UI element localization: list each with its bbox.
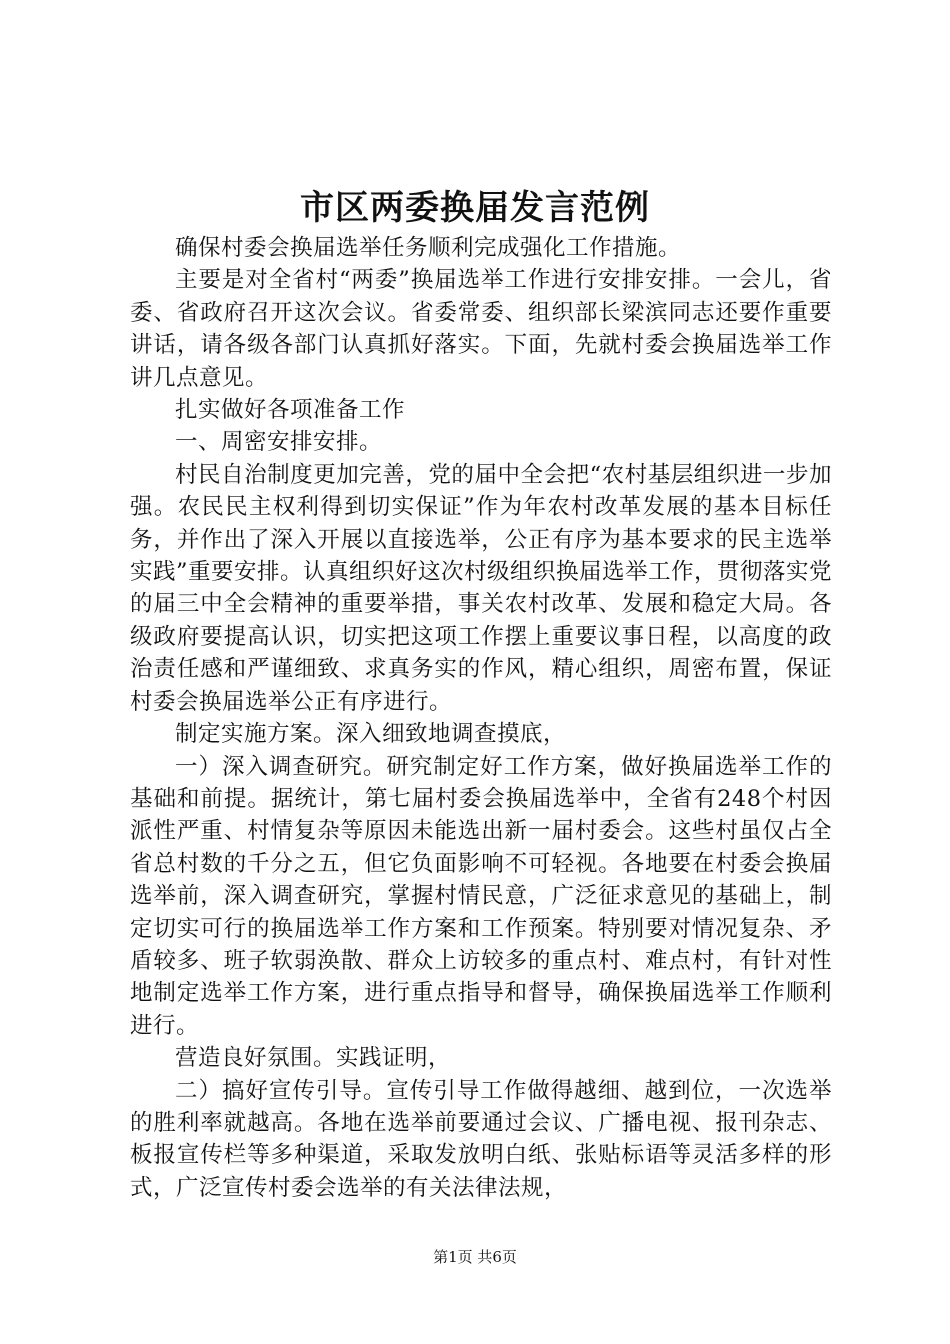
section-heading: 制定实施方案。深入细致地调查摸底， xyxy=(175,721,567,748)
paragraph: 二）搞好宣传引导。宣传引导工作做得越细、越到位，一次选举的胜利率就越高。各地在选举前要通过会议、广播电视、报刊杂志、板报宣传栏等多种渠道，采取发放明白纸、张贴标语等灵活多样的形式，广泛宣传村委会选举的有关法律法规， xyxy=(130,1077,832,1201)
paragraph: 确保村委会换届选举任务顺利完成强化工作措施。 xyxy=(175,235,682,261)
paragraph: 主要是对全省村“两委”换届选举工作进行安排安排。一会儿，省委、省政府召开这次会议。省委常委、组织部长梁滨同志还要作重要讲话，请各级各部门认真抓好落实。下面，先就村委会换届选举工作讲几点意见。 xyxy=(130,267,832,391)
section-heading: 一、周密安排安排。 xyxy=(175,429,383,456)
section-heading: 营造良好氛围。实践证明， xyxy=(175,1045,452,1072)
section-heading: 扎实做好各项准备工作 xyxy=(175,397,406,424)
document-title: 市区两委换届发言范例 xyxy=(300,188,650,228)
document-body xyxy=(130,232,832,1204)
paragraph: 一）深入调查研究。研究制定好工作方案，做好换届选举工作的基础和前提。据统计，第七届村委会换届选举中，全省有248个村因派性严重、村情复杂等原因未能选出新一届村委会。这些村虽仅占全省总村数的千分之五，但它负面影响不可轻视。各地要在村委会换届选举前，深入调查研究，掌握村情民意，广泛征求意见的基础上，制定切实可行的换届选举工作方案和工作预案。特别要对情况复杂、矛盾较多、班子软弱涣散、群众上访较多的重点村、难点村，有针对性地制定选举工作方案，进行重点指导和督导，确保换届选举工作顺利进行。 xyxy=(130,753,832,1039)
paragraph: 村民自治制度更加完善，党的届中全会把“农村基层组织进一步加强。农民民主权利得到切实保证”作为年农村改革发展的基本目标任务，并作出了深入开展以直接选举，公正有序为基本要求的民主选举实践”重要安排。认真组织好这次村级组织换届选举工作，贯彻落实党的届三中全会精神的重要举措，事关农村改革、发展和稳定大局。各级政府要提高认识，切实把这项工作摆上重要议事日程，以高度的政治责任感和严谨细致、求真务实的作风，精心组织，周密布置，保证村委会换届选举公正有序进行。 xyxy=(130,461,833,715)
page-number-footer: 第1页 共6页 xyxy=(433,1248,517,1266)
